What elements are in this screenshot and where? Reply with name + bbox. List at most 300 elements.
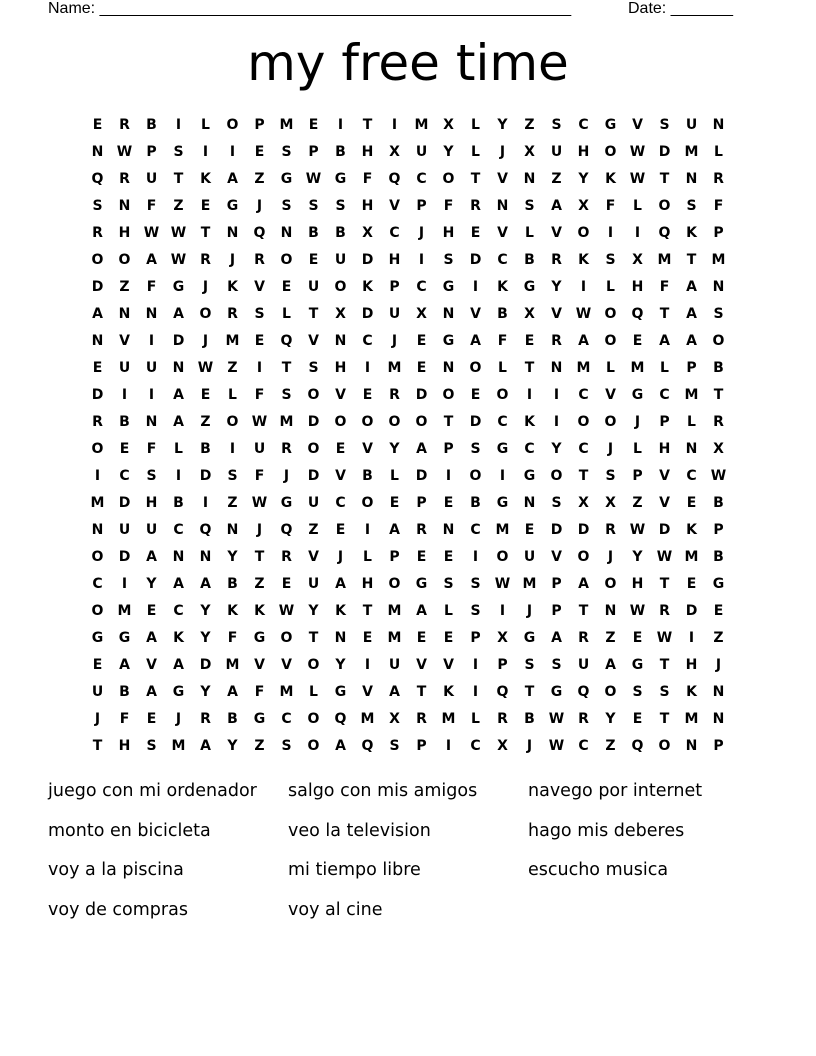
grid-cell: H <box>577 144 590 160</box>
grid-cell: O <box>415 414 428 430</box>
grid-cell: W <box>170 225 187 241</box>
grid-cell: I <box>202 495 209 511</box>
grid-cell: N <box>442 306 455 322</box>
grid-cell: K <box>605 171 616 187</box>
grid-cell: A <box>119 657 130 673</box>
grid-cell: E <box>416 333 427 349</box>
grid-cell: C <box>470 522 481 538</box>
grid-cell: Z <box>227 495 238 511</box>
grid-cell: U <box>550 144 563 160</box>
grid-cell: L <box>174 441 183 457</box>
grid-cell: V <box>551 225 562 241</box>
grid-cell: B <box>497 306 508 322</box>
grid-cell: S <box>551 495 562 511</box>
grid-cell: V <box>335 468 346 484</box>
grid-cell: I <box>553 387 560 403</box>
grid-cell: I <box>634 225 641 241</box>
grid-cell: E <box>254 333 265 349</box>
grid-cell: R <box>497 711 508 727</box>
grid-cell: O <box>334 279 347 295</box>
grid-cell: D <box>415 468 428 484</box>
grid-cell: C <box>362 333 373 349</box>
grid-cell: T <box>713 387 724 403</box>
grid-cell: I <box>499 603 506 619</box>
grid-cell: R <box>119 117 130 133</box>
grid-cell: P <box>551 603 562 619</box>
grid-cell: O <box>91 441 104 457</box>
grid-cell: B <box>335 144 346 160</box>
grid-cell: I <box>472 549 479 565</box>
grid-cell: N <box>685 171 698 187</box>
grid-cell: T <box>659 711 670 727</box>
grid-cell: I <box>202 144 209 160</box>
grid-cell: R <box>281 441 292 457</box>
grid-cell: J <box>202 333 209 349</box>
grid-cell: I <box>229 144 236 160</box>
word-bank-item: monto en bicicleta <box>48 820 211 841</box>
word-bank-item: navego por internet <box>528 781 703 801</box>
grid-cell: H <box>334 360 347 376</box>
grid-cell: H <box>658 441 671 457</box>
grid-cell: Y <box>146 576 157 592</box>
grid-cell: X <box>362 225 373 241</box>
grid-cell: J <box>607 549 614 565</box>
grid-row <box>84 328 732 355</box>
grid-cell: A <box>92 306 103 322</box>
grid-cell: G <box>550 684 563 700</box>
grid-cell: C <box>173 522 184 538</box>
grid-row <box>84 301 732 328</box>
grid-cell: G <box>496 441 509 457</box>
grid-cell: G <box>442 279 455 295</box>
grid-cell: L <box>201 117 210 133</box>
grid-row <box>84 571 732 598</box>
grid-cell: S <box>659 117 670 133</box>
grid-cell: S <box>335 198 346 214</box>
grid-cell: G <box>253 711 266 727</box>
grid-cell: O <box>442 171 455 187</box>
grid-cell: K <box>686 522 697 538</box>
grid-cell: W <box>548 738 565 754</box>
grid-cell: E <box>254 144 265 160</box>
grid-cell: W <box>494 576 511 592</box>
grid-cell: D <box>685 603 698 619</box>
grid-cell: S <box>713 306 724 322</box>
grid-cell: S <box>524 198 535 214</box>
grid-cell: E <box>416 360 427 376</box>
grid-cell: L <box>228 387 237 403</box>
grid-cell: L <box>687 414 696 430</box>
grid-cell: X <box>632 252 643 268</box>
grid-cell: R <box>605 522 616 538</box>
grid-cell: W <box>251 495 268 511</box>
grid-cell: K <box>443 684 454 700</box>
grid-cell: N <box>91 522 104 538</box>
grid-cell: N <box>685 441 698 457</box>
grid-cell: L <box>660 360 669 376</box>
grid-cell: R <box>119 171 130 187</box>
grid-cell: N <box>523 171 536 187</box>
grid-cell: U <box>307 279 320 295</box>
grid-cell: L <box>390 468 399 484</box>
grid-cell: A <box>659 333 670 349</box>
grid-row <box>84 355 732 382</box>
grid-cell: A <box>200 576 211 592</box>
grid-cell: D <box>658 144 671 160</box>
grid-cell: X <box>497 738 508 754</box>
grid-cell: C <box>389 225 400 241</box>
grid-cell: L <box>309 684 318 700</box>
grid-cell: R <box>713 171 724 187</box>
grid-cell: K <box>173 630 184 646</box>
grid-cell: Z <box>173 198 184 214</box>
grid-cell: A <box>173 387 184 403</box>
grid-cell: H <box>145 495 158 511</box>
grid-cell: T <box>686 252 697 268</box>
grid-cell: J <box>337 549 344 565</box>
grid-cell: T <box>524 360 535 376</box>
grid-cell: W <box>278 603 295 619</box>
grid-cell: U <box>91 684 104 700</box>
grid-cell: A <box>389 522 400 538</box>
grid-cell: Z <box>254 576 265 592</box>
grid-cell: E <box>443 630 454 646</box>
grid-cell: F <box>146 198 157 214</box>
grid-cell: F <box>254 684 265 700</box>
grid-cell: O <box>604 576 617 592</box>
grid-cell: L <box>498 360 507 376</box>
grid-cell: S <box>551 657 562 673</box>
grid-cell: R <box>200 711 211 727</box>
grid-cell: N <box>280 225 293 241</box>
grid-cell: T <box>659 171 670 187</box>
grid-row <box>84 409 732 436</box>
grid-cell: O <box>469 468 482 484</box>
grid-cell: X <box>524 306 535 322</box>
grid-cell: M <box>117 603 132 619</box>
grid-cell: B <box>524 252 535 268</box>
grid-cell: Y <box>497 117 508 133</box>
grid-cell: V <box>497 225 508 241</box>
grid-cell: E <box>443 495 454 511</box>
grid-row <box>84 679 732 706</box>
grid-cell: C <box>578 441 589 457</box>
grid-cell: K <box>200 171 211 187</box>
grid-cell: Z <box>119 279 130 295</box>
word-bank-item: salgo con mis amigos <box>288 781 478 801</box>
grid-cell: S <box>524 657 535 673</box>
grid-cell: R <box>551 252 562 268</box>
grid-cell: E <box>686 576 697 592</box>
grid-cell: A <box>686 333 697 349</box>
grid-cell: P <box>389 549 400 565</box>
grid-cell: M <box>684 387 699 403</box>
grid-cell: D <box>199 468 212 484</box>
grid-cell: J <box>715 657 722 673</box>
grid-cell: E <box>308 252 319 268</box>
grid-cell: S <box>173 144 184 160</box>
grid-cell: B <box>524 711 535 727</box>
grid-cell: N <box>712 117 725 133</box>
grid-cell: D <box>577 522 590 538</box>
grid-cell: Y <box>632 549 643 565</box>
grid-cell: K <box>362 279 373 295</box>
grid-cell: E <box>362 630 373 646</box>
grid-cell: L <box>633 198 642 214</box>
grid-cell: T <box>578 603 589 619</box>
grid-cell: E <box>632 630 643 646</box>
grid-cell: M <box>90 495 105 511</box>
grid-cell: B <box>119 684 130 700</box>
grid-cell: M <box>684 549 699 565</box>
grid-cell: A <box>173 657 184 673</box>
grid-cell: D <box>361 252 374 268</box>
grid-cell: Z <box>200 414 211 430</box>
grid-cell: S <box>254 306 265 322</box>
word-bank-item: veo la television <box>288 820 431 841</box>
grid-cell: V <box>119 333 130 349</box>
grid-cell: B <box>227 576 238 592</box>
grid-cell: O <box>307 738 320 754</box>
grid-cell: T <box>281 360 292 376</box>
grid-cell: H <box>388 252 401 268</box>
grid-cell: M <box>279 414 294 430</box>
grid-cell: U <box>307 495 320 511</box>
grid-cell: E <box>335 441 346 457</box>
grid-cell: P <box>713 738 724 754</box>
grid-cell: G <box>523 279 536 295</box>
grid-cell: I <box>364 657 371 673</box>
grid-cell: E <box>146 711 157 727</box>
grid-cell: K <box>227 279 238 295</box>
grid-cell: W <box>629 144 646 160</box>
grid-cell: P <box>686 360 697 376</box>
grid-cell: P <box>416 198 427 214</box>
grid-cell: B <box>173 495 184 511</box>
grid-cell: V <box>551 549 562 565</box>
grid-cell: O <box>388 414 401 430</box>
grid-cell: F <box>443 198 454 214</box>
grid-cell: D <box>199 657 212 673</box>
grid-cell: O <box>658 198 671 214</box>
grid-cell: O <box>226 414 239 430</box>
grid-cell: M <box>414 117 429 133</box>
grid-cell: K <box>524 414 535 430</box>
grid-cell: Q <box>388 171 401 187</box>
grid-cell: B <box>200 441 211 457</box>
grid-cell: E <box>362 387 373 403</box>
grid-cell: T <box>92 738 103 754</box>
grid-cell: D <box>361 306 374 322</box>
grid-cell: D <box>469 252 482 268</box>
grid-cell: F <box>362 171 373 187</box>
grid-cell: E <box>92 657 103 673</box>
grid-cell: O <box>334 414 347 430</box>
grid-cell: U <box>145 522 158 538</box>
grid-cell: O <box>604 306 617 322</box>
grid-cell: T <box>173 171 184 187</box>
grid-cell: C <box>335 495 346 511</box>
word-bank-item: voy de compras <box>48 899 188 920</box>
grid-cell: F <box>497 333 508 349</box>
grid-cell: R <box>416 711 427 727</box>
grid-cell: P <box>389 279 400 295</box>
grid-cell: I <box>364 522 371 538</box>
grid-cell: P <box>254 117 265 133</box>
grid-cell: T <box>659 576 670 592</box>
grid-cell: O <box>604 144 617 160</box>
grid-cell: J <box>391 333 398 349</box>
grid-cell: M <box>360 711 375 727</box>
grid-cell: E <box>713 603 724 619</box>
grid-cell: M <box>387 630 402 646</box>
grid-cell: I <box>472 279 479 295</box>
grid-cell: S <box>281 387 292 403</box>
grid-cell: J <box>526 603 533 619</box>
grid-cell: E <box>200 387 211 403</box>
grid-cell: R <box>281 549 292 565</box>
grid-cell: A <box>335 576 346 592</box>
grid-cell: O <box>361 495 374 511</box>
grid-cell: L <box>714 144 723 160</box>
grid-cell: U <box>307 576 320 592</box>
grid-cell: I <box>688 630 695 646</box>
grid-cell: V <box>254 279 265 295</box>
grid-cell: I <box>391 117 398 133</box>
grid-cell: E <box>389 495 400 511</box>
grid-cell: I <box>526 387 533 403</box>
grid-cell: P <box>551 576 562 592</box>
grid-cell: S <box>470 603 481 619</box>
grid-cell: R <box>470 198 481 214</box>
grid-cell: N <box>226 225 239 241</box>
grid-cell: Y <box>200 603 211 619</box>
grid-cell: S <box>308 198 319 214</box>
grid-cell: N <box>172 360 185 376</box>
grid-cell: Q <box>280 333 293 349</box>
grid-cell: G <box>172 279 185 295</box>
grid-cell: X <box>335 306 346 322</box>
grid-cell: O <box>307 441 320 457</box>
grid-cell: O <box>361 414 374 430</box>
grid-cell: K <box>335 603 346 619</box>
grid-cell: I <box>175 468 182 484</box>
grid-cell: Y <box>200 684 211 700</box>
date-field: Date: _______ <box>628 0 733 17</box>
word-bank-item: mi tiempo libre <box>288 860 421 881</box>
name-field: Name: _____________________________________________________ <box>48 0 572 17</box>
grid-cell: O <box>226 117 239 133</box>
grid-cell: I <box>175 117 182 133</box>
grid-cell: G <box>226 198 239 214</box>
grid-cell: U <box>145 360 158 376</box>
grid-cell: P <box>632 468 643 484</box>
grid-cell: O <box>280 630 293 646</box>
grid-cell: N <box>145 306 158 322</box>
grid-cell: F <box>146 279 157 295</box>
grid-cell: S <box>470 576 481 592</box>
grid-cell: L <box>471 117 480 133</box>
grid-cell: O <box>604 414 617 430</box>
grid-cell: L <box>471 144 480 160</box>
letter-grid <box>84 112 732 760</box>
grid-cell: R <box>551 333 562 349</box>
grid-cell: N <box>118 198 131 214</box>
grid-cell: W <box>656 549 673 565</box>
grid-cell: S <box>659 684 670 700</box>
grid-cell: N <box>118 306 131 322</box>
grid-cell: G <box>415 576 428 592</box>
grid-cell: W <box>710 468 727 484</box>
grid-cell: I <box>418 252 425 268</box>
grid-cell: G <box>172 684 185 700</box>
grid-cell: Y <box>389 441 400 457</box>
grid-row <box>84 625 732 652</box>
grid-cell: J <box>94 711 101 727</box>
grid-cell: Y <box>578 171 589 187</box>
grid-cell: J <box>526 738 533 754</box>
grid-cell: I <box>364 360 371 376</box>
grid-cell: R <box>416 522 427 538</box>
grid-row <box>84 733 732 760</box>
grid-cell: E <box>281 279 292 295</box>
grid-cell: A <box>551 630 562 646</box>
grid-cell: D <box>307 468 320 484</box>
grid-cell: O <box>118 252 131 268</box>
grid-cell: J <box>283 468 290 484</box>
grid-cell: J <box>256 522 263 538</box>
grid-cell: I <box>94 468 101 484</box>
grid-cell: Z <box>713 630 724 646</box>
grid-cell: V <box>362 684 373 700</box>
grid-cell: C <box>416 279 427 295</box>
grid-cell: B <box>713 360 724 376</box>
grid-cell: E <box>686 495 697 511</box>
grid-cell: G <box>253 630 266 646</box>
grid-cell: K <box>578 252 589 268</box>
grid-cell: I <box>499 468 506 484</box>
grid-cell: V <box>281 657 292 673</box>
grid-cell: O <box>91 252 104 268</box>
grid-cell: M <box>657 252 672 268</box>
grid-cell: A <box>578 576 589 592</box>
grid-cell: A <box>686 306 697 322</box>
grid-cell: M <box>225 333 240 349</box>
grid-cell: W <box>251 414 268 430</box>
grid-row <box>84 436 732 463</box>
word-bank-item: escucho musica <box>528 860 669 881</box>
grid-row <box>84 274 732 301</box>
grid-cell: K <box>227 603 238 619</box>
grid-cell: I <box>472 684 479 700</box>
grid-cell: O <box>658 738 671 754</box>
grid-cell: I <box>256 360 263 376</box>
grid-cell: T <box>362 603 373 619</box>
grid-cell: T <box>200 225 211 241</box>
grid-cell: T <box>470 171 481 187</box>
grid-cell: N <box>712 684 725 700</box>
grid-cell: X <box>389 144 400 160</box>
grid-cell: B <box>713 495 724 511</box>
grid-row <box>84 544 732 571</box>
grid-cell: U <box>118 522 131 538</box>
grid-cell: Q <box>253 225 266 241</box>
grid-row <box>84 706 732 733</box>
grid-cell: Z <box>254 738 265 754</box>
grid-cell: Y <box>308 603 319 619</box>
grid-cell: M <box>495 522 510 538</box>
grid-cell: E <box>200 198 211 214</box>
